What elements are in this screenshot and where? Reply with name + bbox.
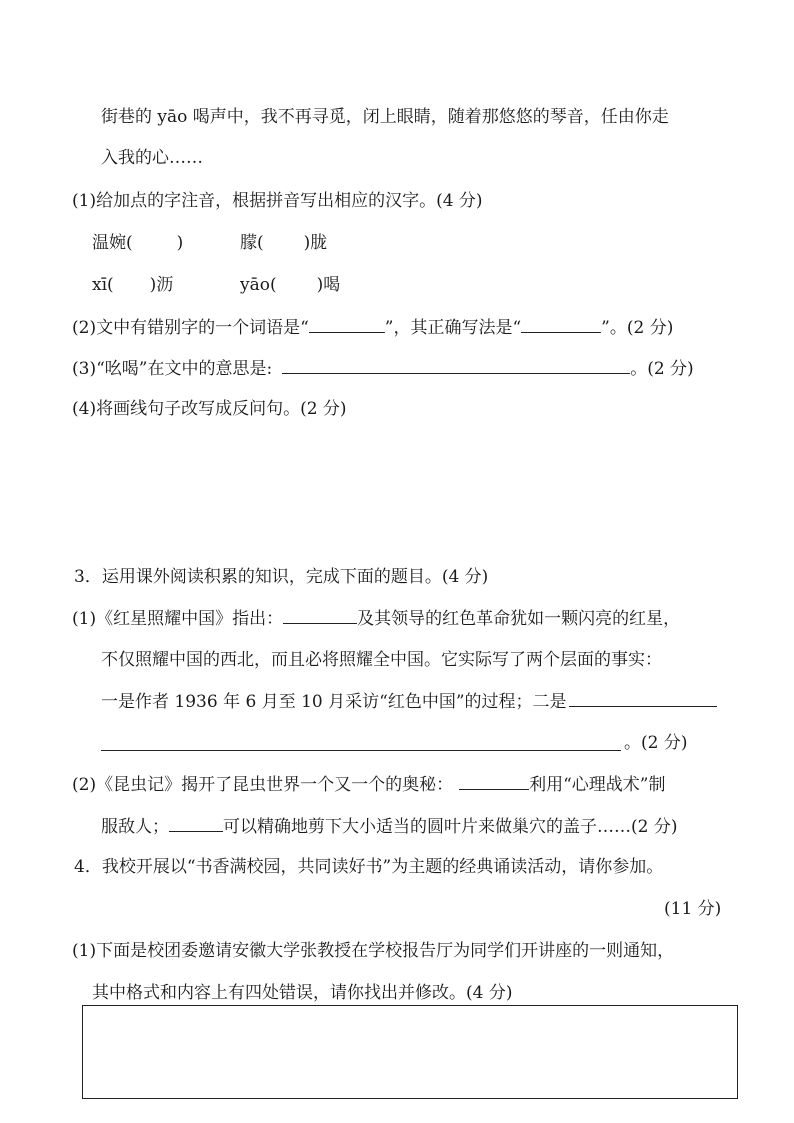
answer-blank[interactable] — [309, 316, 385, 333]
q2-part4-prompt: (4)将画线句子改写成反问句。(2 分) — [72, 399, 347, 419]
answer-blank[interactable] — [569, 690, 717, 707]
q3-part1-line3: 一是作者 1936 年 6 月至 10 月采访“红色中国”的过程；二是 — [101, 690, 717, 713]
q3-part2-line1: (2)《昆虫记》揭开了昆虫世界一个又一个的奥秘： 利用“心理战术”制 — [72, 775, 666, 795]
q3-part1-line1: (1)《红星照耀中国》指出： 及其领导的红色革命犹如一颗闪亮的红星， — [72, 609, 681, 629]
q4-score: (11 分) — [664, 899, 722, 919]
q3-part1-score: 。(2 分) — [624, 733, 688, 753]
answer-blank[interactable] — [459, 773, 529, 790]
q3-part2-line2: 服敌人； 可以精确地剪下大小适当的圆叶片来做巢穴的盖子……(2 分) — [101, 817, 678, 837]
q4-title: 4．我校开展以“书香满校园，共同读好书”为主题的经典诵读活动，请你参加。 — [74, 857, 664, 877]
q2-word-menglong: 朦( )胧 — [240, 233, 328, 253]
q4-part1-line2: 其中格式和内容上有四处错误，请你找出并修改。(4 分) — [92, 983, 513, 1003]
notice-box — [82, 1005, 738, 1099]
q2-part3-prompt: (3)“吆喝”在文中的意思是: 。(2 分) — [72, 359, 694, 379]
answer-blank[interactable] — [282, 357, 630, 374]
answer-rule[interactable] — [101, 750, 621, 751]
passage-line-2: 入我的心…… — [101, 148, 203, 168]
answer-blank[interactable] — [283, 607, 357, 624]
passage-line-1: 街巷的 yāo 喝声中，我不再寻觅，闭上眼睛，随着那悠悠的琴音，任由你走 — [101, 107, 669, 127]
answer-blank[interactable] — [169, 815, 223, 832]
q2-word-wenwan: 温婉( ) — [92, 233, 184, 253]
q4-part1-line1: (1)下面是校团委邀请安徽大学张教授在学校报告厅为同学们开讲座的一则通知， — [72, 941, 675, 961]
q2-word-xili: xī( )沥 — [92, 275, 174, 295]
q3-title: 3．运用课外阅读积累的知识，完成下面的题目。(4 分) — [74, 567, 489, 587]
q2-part1-prompt: (1)给加点的字注音，根据拼音写出相应的汉字。(4 分) — [72, 191, 483, 211]
q2-word-yaohe: yāo( )喝 — [240, 275, 341, 295]
q3-part1-line2: 不仅照耀中国的西北，而且必将照耀全中国。它实际写了两个层面的事实： — [101, 650, 662, 670]
answer-blank[interactable] — [521, 316, 601, 333]
q2-part2-prompt: (2)文中有错别字的一个词语是“ ”，其正确写法是“ ”。(2 分) — [72, 318, 674, 338]
